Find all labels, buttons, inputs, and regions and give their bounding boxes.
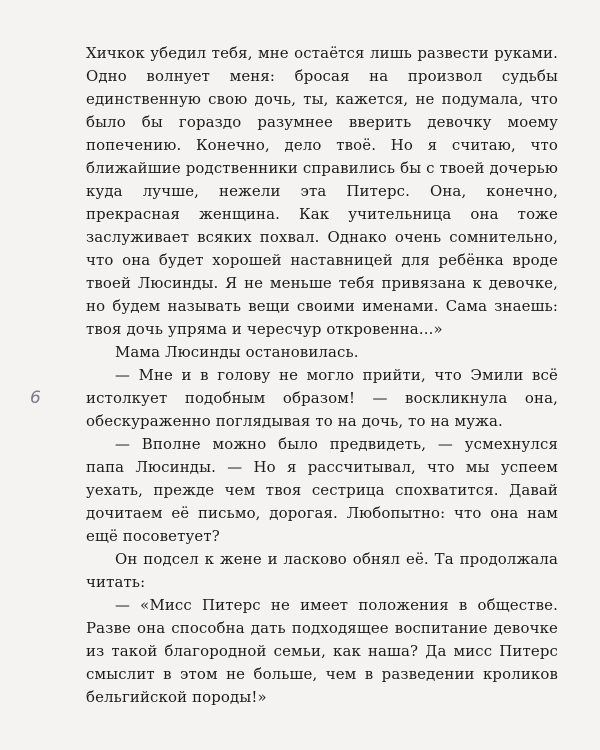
paragraph-mother-stopped: Мама Люсинды остановилась. <box>115 343 359 361</box>
body-text <box>86 42 558 709</box>
paragraph-embrace: Он подсел к жене и ласково обнял её. Та продолжала читать: <box>86 550 558 591</box>
paragraph-mother-exclaims: — Мне и в голову не могло прийти, что Эмили всё истолкует подобным образом! — воскликнула она, обескураженно поглядывая то на дочь, то на мужа. <box>86 366 558 430</box>
paragraph-letter-reading: — «Мисс Питерс не имеет положения в обществе. Разве она способна дать подходящее воспитание девочке из такой благородной семьи, как наша? Да мисс Питерс смыслит в этом не больше, чем в разведении кроликов бельгийской породы!» <box>86 596 558 706</box>
paragraph-father-replies: — Вполне можно было предвидеть, — усмехнулся папа Люсинды. — Но я рассчитывал, что мы успеем уехать, прежде чем твоя сестрица спохватится. Давай дочитаем её письмо, дорогая. Любопытно: что она нам ещё посоветует? <box>86 435 558 545</box>
margin-note: 6 <box>30 388 41 408</box>
paragraph-letter-continuation: Хичкок убедил тебя, мне остаётся лишь развести руками. Одно волнует меня: бросая на произвол судьбы единственную свою дочь, ты, кажется, не подумала, что было бы гораздо разумнее вверить девочку моему попечению. Конечно, дело твоё. Но я считаю, что ближайшие родственники справились бы с твоей дочерью куда лучше, нежели эта Питерс. Она, конечно, прекрасная женщина. Как учительница она тоже заслуживает всяких похвал. Однако очень сомнительно, что она будет хорошей наставницей для ребёнка вроде твоей Люсинды. Я не меньше тебя привязана к девочке, но будем называть вещи своими именами. Сама знаешь: твоя дочь упряма и чересчур откровенна...» <box>86 44 558 338</box>
